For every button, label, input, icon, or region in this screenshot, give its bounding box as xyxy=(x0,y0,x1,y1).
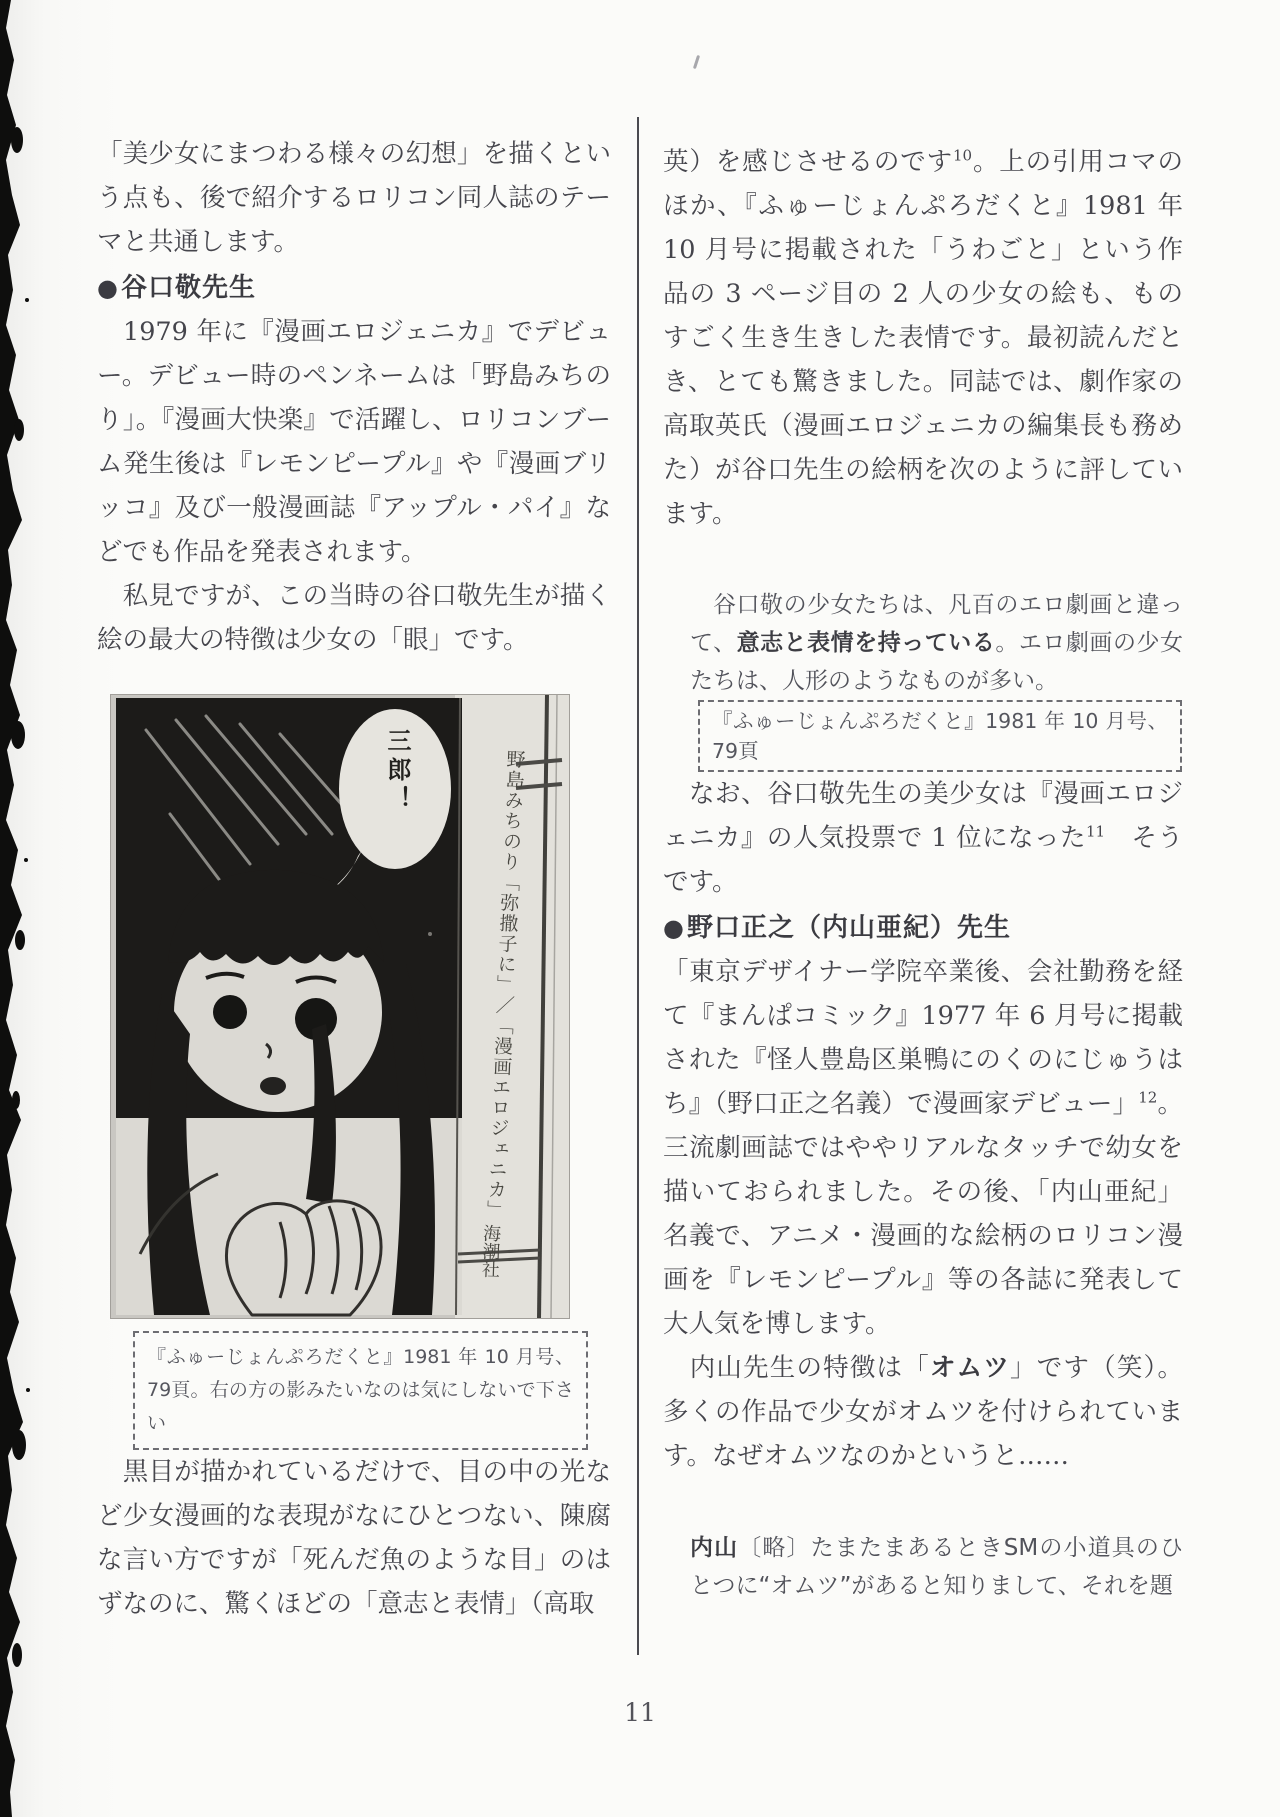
paragraph-fusion-product: 英）を感じさせるのです$^{10}$。上の引用コマのほか、『ふゅーじょんぷろだくと』1981 年 10 月号に掲載された「うわごと」という作品の 3 ページ目の 2 人の少女の絵も、ものすごく生き生きした表情です。最初読んだとき、とても驚きました。同誌では、劇作家の高取英氏（漫画エロジェニカの編集長も務めた）が谷口先生の絵柄を次のように評しています。 xyxy=(663,146,1183,529)
photo-credit-vertical-text: 野島みちのり「弥撒子に」／「漫画エロジェニカ」 xyxy=(483,748,527,1221)
left-column xyxy=(97,132,611,1626)
heading-label: 野口正之（内山亜紀）先生 xyxy=(686,913,1011,943)
paragraph-taniguchi-bio: 1979 年に『漫画エロジェニカ』でデビュー。デビュー時のペンネームは「野島みちのり」。『漫画大快楽』で活躍し、ロリコンブーム発生後は『レモンピープル』や『漫画ブリッコ』及び一般漫画誌『アップル・パイ』などでも作品を発表されます。 xyxy=(97,317,611,567)
column-divider-rule xyxy=(637,117,639,1655)
quote-uchiyama: 内山〔略〕たまたまあるときSMの小道具のひとつに“オムツ”があると知りまして、それを題 xyxy=(690,1535,1184,1599)
paragraph-popularity: なお、谷口敬先生の美少女は『漫画エロジェニカ』の人気投票で 1 位になった$^{11}$ そうです。 xyxy=(663,779,1183,897)
bullet-icon: ● xyxy=(663,914,685,942)
page-number: 11 xyxy=(624,1698,656,1727)
manga-photo-figure xyxy=(110,694,570,1319)
quote-takatori: 谷口敬の少女たちは、凡百のエロ劇画と違って、意志と表情を持っている。エロ劇画の少女たちは、人形のようなものが多い。 xyxy=(690,592,1184,694)
quote-bold-phrase: 意志と表情を持っている xyxy=(736,630,996,656)
paragraph-noguchi-bio: 「東京デザイナー学院卒業後、会社勤務を経て『まんぱコミック』1977 年 6 月号に掲載された『怪人豊島区巣鴨にのくのにじゅうはち』（野口正之名義）で漫画家デビュー」$^{12}$。三流劇画誌ではややリアルなタッチで幼女を描いておられました。その後、「内山亜紀」名義で、アニメ・漫画的な絵柄のロリコン漫画を『レモンピープル』等の各誌に発表して大人気を博します。 xyxy=(663,957,1183,1339)
section-heading-taniguchi xyxy=(97,266,611,310)
figure-caption-text: 『ふゅーじょんぷろだくと』1981 年 10 月号、79頁。右の方の影みたいなのは気にしないで下さい xyxy=(147,1346,574,1434)
binding-edge xyxy=(0,0,34,1817)
footnote-marker-12: 12 xyxy=(1138,1088,1158,1107)
scan-speck xyxy=(693,55,700,69)
footnote-marker-10: 10 xyxy=(952,146,973,165)
speech-bubble-text: 三郎！ xyxy=(383,728,412,815)
footnote-marker-11: 11 xyxy=(1085,822,1106,841)
paragraph-dead-eyes: 黒目が描かれているだけで、目の中の光など少女漫画的な表現がなにひとつない、陳腐な言い方ですが「死んだ魚のような目」のはずなのに、驚くほどの「意志と表情」（高取 xyxy=(97,1457,611,1619)
bold-omutsu: オムツ xyxy=(929,1353,1011,1383)
heading-label: 谷口敬先生 xyxy=(120,273,256,303)
bullet-icon: ● xyxy=(97,274,119,302)
paragraph-intro: 「美少女にまつわる様々の幻想」を描くという点も、後で紹介するロリコン同人誌のテーマと共通します。 xyxy=(97,139,611,257)
quote-citation-text: 『ふゅーじょんぷろだくと』1981 年 10 月号、79頁 xyxy=(712,709,1168,763)
speaker-label: 内山 xyxy=(690,1535,739,1561)
section-heading-noguchi xyxy=(663,906,1183,950)
figure-caption-box xyxy=(133,1331,588,1450)
paragraph-omutsu: 内山先生の特徴は「オムツ」です（笑）。多くの作品で少女がオムツを付けられています。なぜオムツなのかというと…… xyxy=(663,1353,1183,1471)
photo-publisher-text: 海潮社 xyxy=(478,1223,502,1279)
paragraph-taniguchi-eyes: 私見ですが、この当時の谷口敬先生が描く絵の最大の特徴は少女の「眼」です。 xyxy=(97,581,611,655)
quote-citation-box xyxy=(698,700,1182,772)
right-column xyxy=(663,140,1183,1605)
